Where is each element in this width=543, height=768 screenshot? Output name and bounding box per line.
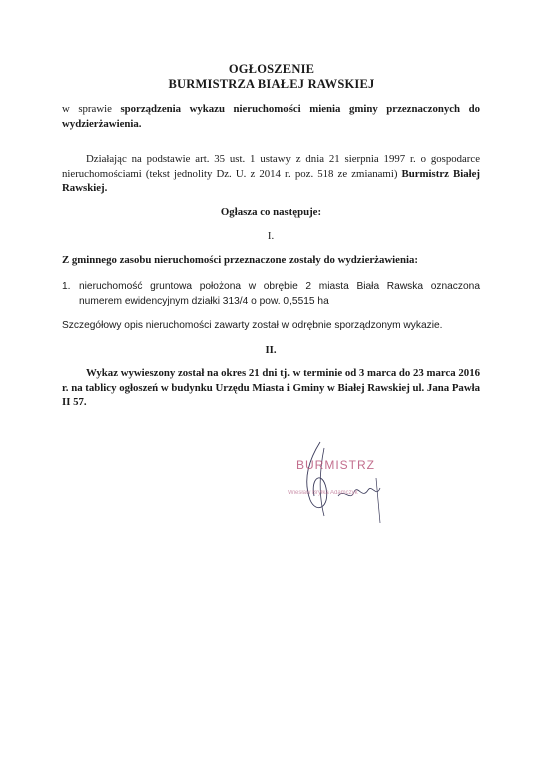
list-item-text: nieruchomość gruntowa położona w obrębie 2 miasta Biała Rawska oznaczona numerem ewidencyjnym działki 313/4 o pow. 0,5515 ha (79, 281, 480, 307)
list-item (0, 280, 543, 312)
document-subtitle: BURMISTRZA BIAŁEJ RAWSKIEJ (168, 77, 375, 91)
section-1-heading: Z gminnego zasobu nieruchomości przeznaczone zostały do wydzierżawienia: (62, 254, 418, 266)
document-title: OGŁOSZENIE (228, 62, 315, 76)
section-1-numeral: I. (267, 230, 275, 242)
section-2-paragraph: Wykaz wywieszony został na okres 21 dni tj. w terminie od 3 marca do 23 marca 2016 r. na tablicy ogłoszeń w budynku Urzędu Miasta i Gminy w Białej Rawskiej ul. Jana Pawła II 57. (62, 367, 481, 408)
signature-name: Wiesław Bryłka Adamczyk (288, 490, 358, 496)
signature-stamp: BURMISTRZ (296, 458, 375, 472)
subject-bold: sporządzenia wykazu nieruchomości mienia gminy przeznaczonych do wydzierżawienia. (62, 103, 480, 130)
legal-basis-authority: Burmistrz Białej Rawskiej. (62, 167, 480, 194)
details-paragraph: Szczegółowy opis nieruchomości zawarty został w odrębnie sporządzonym wykazie. (62, 320, 443, 331)
legal-basis-text: Działając na podstawie art. 35 ust. 1 ustawy z dnia 21 sierpnia 1997 r. o gospodarce nieruchomościami (tekst jednolity Dz. U. z 2014 r. poz. 518 ze zmianami) (62, 153, 480, 180)
legal-basis-paragraph (62, 152, 480, 196)
subject-prefix: w sprawie (62, 103, 121, 115)
list-item-number: 1. (62, 281, 71, 292)
section-2-numeral: II. (265, 344, 277, 356)
handwritten-signature (280, 438, 430, 528)
announces-heading: Ogłasza co następuje: (220, 206, 322, 218)
subject-paragraph (62, 102, 480, 131)
